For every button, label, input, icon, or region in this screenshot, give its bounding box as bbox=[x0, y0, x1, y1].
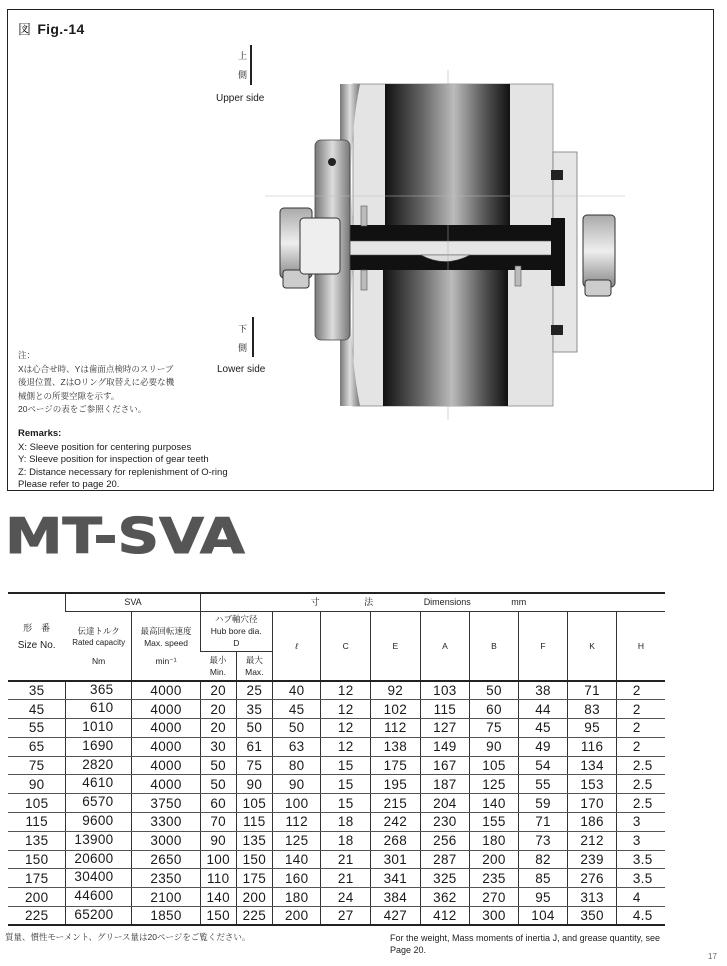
figure-kanji: 図 bbox=[18, 22, 32, 37]
cell-l: 125 bbox=[272, 831, 321, 850]
cell-a: 412 bbox=[420, 907, 470, 926]
cell-k: 153 bbox=[568, 775, 617, 794]
cell-dmax: 175 bbox=[236, 869, 272, 888]
table-row bbox=[8, 813, 665, 832]
remark-x: X: Sleeve position for centering purposes bbox=[18, 441, 192, 453]
cell-dmax: 90 bbox=[236, 775, 272, 794]
header-max-speed: 最高回転速度 Max. speed min⁻¹ bbox=[132, 611, 200, 681]
cell-size: 35 bbox=[8, 681, 66, 700]
cell-f: 59 bbox=[518, 794, 568, 813]
cell-h: 3.5 bbox=[616, 850, 665, 869]
cell-f: 95 bbox=[518, 888, 568, 907]
cell-dmax: 75 bbox=[236, 756, 272, 775]
header-e: E bbox=[371, 611, 421, 681]
cell-c: 18 bbox=[321, 813, 371, 832]
cell-e: 175 bbox=[371, 756, 421, 775]
upper-side-kanji: 上 側 bbox=[237, 51, 247, 80]
table-row bbox=[8, 888, 665, 907]
header-h: H bbox=[616, 611, 665, 681]
cell-a: 325 bbox=[420, 869, 470, 888]
cell-h: 2 bbox=[616, 719, 665, 738]
cell-e: 301 bbox=[371, 850, 421, 869]
remark-ref: Please refer to page 20. bbox=[18, 479, 120, 490]
spec-table bbox=[8, 592, 665, 926]
cell-speed: 4000 bbox=[132, 700, 200, 719]
cell-speed: 4000 bbox=[132, 775, 200, 794]
cell-l: 200 bbox=[272, 907, 321, 926]
upper-arrow-icon bbox=[250, 45, 252, 85]
cell-b: 90 bbox=[470, 737, 519, 756]
cell-f: 49 bbox=[518, 737, 568, 756]
spec-table-body bbox=[8, 681, 665, 925]
cell-c: 24 bbox=[321, 888, 371, 907]
cell-b: 270 bbox=[470, 888, 519, 907]
header-max: 最大 Max. bbox=[236, 651, 272, 681]
cell-k: 170 bbox=[568, 794, 617, 813]
cell-h: 2 bbox=[616, 681, 665, 700]
cell-h: 2.5 bbox=[616, 775, 665, 794]
cell-size: 225 bbox=[8, 907, 66, 926]
cell-l: 90 bbox=[272, 775, 321, 794]
cell-rated: 65200 bbox=[66, 907, 132, 926]
cell-dmin: 20 bbox=[200, 700, 236, 719]
cell-c: 15 bbox=[321, 794, 371, 813]
cell-h: 2 bbox=[616, 737, 665, 756]
cell-c: 15 bbox=[321, 756, 371, 775]
cell-e: 427 bbox=[371, 907, 421, 926]
cell-b: 105 bbox=[470, 756, 519, 775]
cell-l: 80 bbox=[272, 756, 321, 775]
cell-c: 21 bbox=[321, 869, 371, 888]
cell-k: 276 bbox=[568, 869, 617, 888]
header-rated-capacity: 伝達トルク Rated capacity Nm bbox=[72, 625, 126, 666]
cell-h: 4 bbox=[616, 888, 665, 907]
cell-f: 45 bbox=[518, 719, 568, 738]
cell-speed: 1850 bbox=[132, 907, 200, 926]
table-row bbox=[8, 719, 665, 738]
cell-c: 12 bbox=[321, 737, 371, 756]
header-a: A bbox=[420, 611, 470, 681]
cell-rated: 4610 bbox=[66, 775, 132, 794]
cell-h: 2.5 bbox=[616, 794, 665, 813]
cell-a: 149 bbox=[420, 737, 470, 756]
cell-f: 54 bbox=[518, 756, 568, 775]
cell-rated: 13900 bbox=[66, 831, 132, 850]
cell-dmax: 115 bbox=[236, 813, 272, 832]
cell-size: 75 bbox=[8, 756, 66, 775]
cell-a: 187 bbox=[420, 775, 470, 794]
header-f: F bbox=[518, 611, 568, 681]
cell-speed: 3300 bbox=[132, 813, 200, 832]
cell-c: 12 bbox=[321, 700, 371, 719]
cell-rated: 365 bbox=[66, 681, 132, 700]
cell-e: 215 bbox=[371, 794, 421, 813]
header-size: 形 番 Size No. bbox=[17, 623, 56, 651]
cell-a: 204 bbox=[420, 794, 470, 813]
cell-k: 239 bbox=[568, 850, 617, 869]
cell-f: 104 bbox=[518, 907, 568, 926]
cell-a: 103 bbox=[420, 681, 470, 700]
cell-rated: 2820 bbox=[66, 756, 132, 775]
cell-size: 175 bbox=[8, 869, 66, 888]
cell-dmax: 50 bbox=[236, 719, 272, 738]
cell-rated: 610 bbox=[66, 700, 132, 719]
cell-a: 167 bbox=[420, 756, 470, 775]
cell-a: 115 bbox=[420, 700, 470, 719]
cell-dmax: 61 bbox=[236, 737, 272, 756]
cell-size: 150 bbox=[8, 850, 66, 869]
header-b: B bbox=[470, 611, 519, 681]
product-title: MT-SVA bbox=[5, 508, 245, 565]
cell-speed: 3000 bbox=[132, 831, 200, 850]
cell-e: 112 bbox=[371, 719, 421, 738]
table-row bbox=[8, 681, 665, 700]
cell-a: 256 bbox=[420, 831, 470, 850]
cell-dmax: 35 bbox=[236, 700, 272, 719]
cell-k: 83 bbox=[568, 700, 617, 719]
cell-e: 195 bbox=[371, 775, 421, 794]
cell-b: 180 bbox=[470, 831, 519, 850]
header-min: 最小 Min. bbox=[200, 651, 236, 681]
cell-h: 4.5 bbox=[616, 907, 665, 926]
cell-c: 27 bbox=[321, 907, 371, 926]
cell-dmin: 20 bbox=[200, 719, 236, 738]
cell-a: 127 bbox=[420, 719, 470, 738]
cell-rated: 1690 bbox=[66, 737, 132, 756]
cell-dmin: 60 bbox=[200, 794, 236, 813]
cell-f: 82 bbox=[518, 850, 568, 869]
cell-b: 200 bbox=[470, 850, 519, 869]
cell-b: 300 bbox=[470, 907, 519, 926]
cell-dmin: 150 bbox=[200, 907, 236, 926]
cell-e: 92 bbox=[371, 681, 421, 700]
cell-k: 212 bbox=[568, 831, 617, 850]
cell-speed: 2100 bbox=[132, 888, 200, 907]
cell-l: 100 bbox=[272, 794, 321, 813]
cell-size: 55 bbox=[8, 719, 66, 738]
table-row bbox=[8, 907, 665, 926]
cell-e: 102 bbox=[371, 700, 421, 719]
cell-dmin: 70 bbox=[200, 813, 236, 832]
cell-dmax: 225 bbox=[236, 907, 272, 926]
cell-rated: 6570 bbox=[66, 794, 132, 813]
cell-a: 230 bbox=[420, 813, 470, 832]
cell-h: 3.5 bbox=[616, 869, 665, 888]
table-row bbox=[8, 737, 665, 756]
cell-speed: 4000 bbox=[132, 719, 200, 738]
cell-rated: 9600 bbox=[66, 813, 132, 832]
cell-h: 3 bbox=[616, 831, 665, 850]
header-sva: SVA bbox=[66, 593, 200, 611]
cell-k: 71 bbox=[568, 681, 617, 700]
cell-c: 12 bbox=[321, 681, 371, 700]
header-dimensions: 寸 法 Dimensions mm bbox=[200, 593, 665, 611]
cell-dmin: 50 bbox=[200, 756, 236, 775]
cell-l: 63 bbox=[272, 737, 321, 756]
cell-dmin: 20 bbox=[200, 681, 236, 700]
table-row bbox=[8, 850, 665, 869]
cell-speed: 4000 bbox=[132, 681, 200, 700]
cell-f: 55 bbox=[518, 775, 568, 794]
cell-b: 140 bbox=[470, 794, 519, 813]
cell-rated: 30400 bbox=[66, 869, 132, 888]
cell-size: 45 bbox=[8, 700, 66, 719]
table-row bbox=[8, 794, 665, 813]
cell-k: 95 bbox=[568, 719, 617, 738]
cell-c: 21 bbox=[321, 850, 371, 869]
cell-f: 71 bbox=[518, 813, 568, 832]
cell-k: 116 bbox=[568, 737, 617, 756]
cell-f: 44 bbox=[518, 700, 568, 719]
cell-f: 38 bbox=[518, 681, 568, 700]
cell-dmin: 50 bbox=[200, 775, 236, 794]
cell-b: 235 bbox=[470, 869, 519, 888]
cell-dmin: 140 bbox=[200, 888, 236, 907]
cell-dmin: 100 bbox=[200, 850, 236, 869]
cell-dmin: 90 bbox=[200, 831, 236, 850]
cell-rated: 20600 bbox=[66, 850, 132, 869]
table-row bbox=[8, 756, 665, 775]
figure-label: Fig.-14 bbox=[37, 21, 85, 37]
cell-c: 15 bbox=[321, 775, 371, 794]
cell-dmax: 105 bbox=[236, 794, 272, 813]
lower-side-label: Lower side bbox=[217, 364, 266, 375]
cell-e: 138 bbox=[371, 737, 421, 756]
footer-note-japanese: 質量、慣性モーメント、グリース量は20ページをご覧ください。 bbox=[5, 932, 251, 942]
cell-dmax: 200 bbox=[236, 888, 272, 907]
table-row bbox=[8, 869, 665, 888]
cell-dmin: 110 bbox=[200, 869, 236, 888]
cell-dmin: 30 bbox=[200, 737, 236, 756]
cell-b: 155 bbox=[470, 813, 519, 832]
cell-e: 341 bbox=[371, 869, 421, 888]
cell-h: 2 bbox=[616, 700, 665, 719]
cell-size: 90 bbox=[8, 775, 66, 794]
cell-size: 200 bbox=[8, 888, 66, 907]
cell-k: 134 bbox=[568, 756, 617, 775]
cell-c: 18 bbox=[321, 831, 371, 850]
figure-title bbox=[18, 19, 85, 38]
cell-rated: 44600 bbox=[66, 888, 132, 907]
page-number: 17 bbox=[708, 952, 717, 961]
cell-f: 73 bbox=[518, 831, 568, 850]
table-row bbox=[8, 700, 665, 719]
cell-rated: 1010 bbox=[66, 719, 132, 738]
cell-l: 112 bbox=[272, 813, 321, 832]
cell-l: 140 bbox=[272, 850, 321, 869]
cell-l: 40 bbox=[272, 681, 321, 700]
cell-h: 2.5 bbox=[616, 756, 665, 775]
remark-z: Z: Distance necessary for replenishment of O-ring bbox=[18, 466, 228, 478]
header-k: K bbox=[568, 611, 617, 681]
cell-speed: 2350 bbox=[132, 869, 200, 888]
cell-f: 85 bbox=[518, 869, 568, 888]
cell-size: 115 bbox=[8, 813, 66, 832]
header-c: C bbox=[321, 611, 371, 681]
cell-size: 105 bbox=[8, 794, 66, 813]
remark-y: Y: Sleeve position for inspection of gear teeth bbox=[18, 454, 209, 465]
cell-dmax: 150 bbox=[236, 850, 272, 869]
cell-h: 3 bbox=[616, 813, 665, 832]
cell-l: 180 bbox=[272, 888, 321, 907]
cell-speed: 3750 bbox=[132, 794, 200, 813]
cell-l: 160 bbox=[272, 869, 321, 888]
cell-dmax: 135 bbox=[236, 831, 272, 850]
cell-size: 65 bbox=[8, 737, 66, 756]
lower-side-kanji: 下 側 bbox=[237, 324, 247, 353]
cell-e: 384 bbox=[371, 888, 421, 907]
table-row bbox=[8, 775, 665, 794]
cell-a: 287 bbox=[420, 850, 470, 869]
notes-japanese: 注： Xは心合せ時、Yは歯面点検時のスリーブ 後退位置、ZはOリング取替えに必要な機 械側との所要空隙を示す。 20ページの表をご参照ください。 bbox=[18, 350, 175, 414]
cell-b: 50 bbox=[470, 681, 519, 700]
cell-e: 242 bbox=[371, 813, 421, 832]
cell-e: 268 bbox=[371, 831, 421, 850]
cell-speed: 4000 bbox=[132, 737, 200, 756]
cell-a: 362 bbox=[420, 888, 470, 907]
cell-b: 60 bbox=[470, 700, 519, 719]
remarks-heading: Remarks: bbox=[18, 428, 62, 439]
footer-note-english: For the weight, Mass moments of inertia J, and grease quantity, see Page 20. bbox=[390, 933, 660, 955]
cell-k: 350 bbox=[568, 907, 617, 926]
header-hub-bore: ハブ軸穴径 Hub bore dia. D bbox=[200, 611, 272, 651]
cell-k: 186 bbox=[568, 813, 617, 832]
cell-l: 50 bbox=[272, 719, 321, 738]
coupling-cross-section-drawing bbox=[265, 70, 625, 420]
cell-b: 125 bbox=[470, 775, 519, 794]
table-row bbox=[8, 831, 665, 850]
cell-size: 135 bbox=[8, 831, 66, 850]
cell-speed: 2650 bbox=[132, 850, 200, 869]
upper-side-label: Upper side bbox=[216, 93, 265, 104]
cell-speed: 4000 bbox=[132, 756, 200, 775]
cell-c: 12 bbox=[321, 719, 371, 738]
cell-dmax: 25 bbox=[236, 681, 272, 700]
cell-b: 75 bbox=[470, 719, 519, 738]
cell-k: 313 bbox=[568, 888, 617, 907]
header-l: ℓ bbox=[272, 611, 321, 681]
remarks bbox=[18, 428, 228, 492]
cell-l: 45 bbox=[272, 700, 321, 719]
lower-arrow-icon bbox=[252, 317, 254, 357]
